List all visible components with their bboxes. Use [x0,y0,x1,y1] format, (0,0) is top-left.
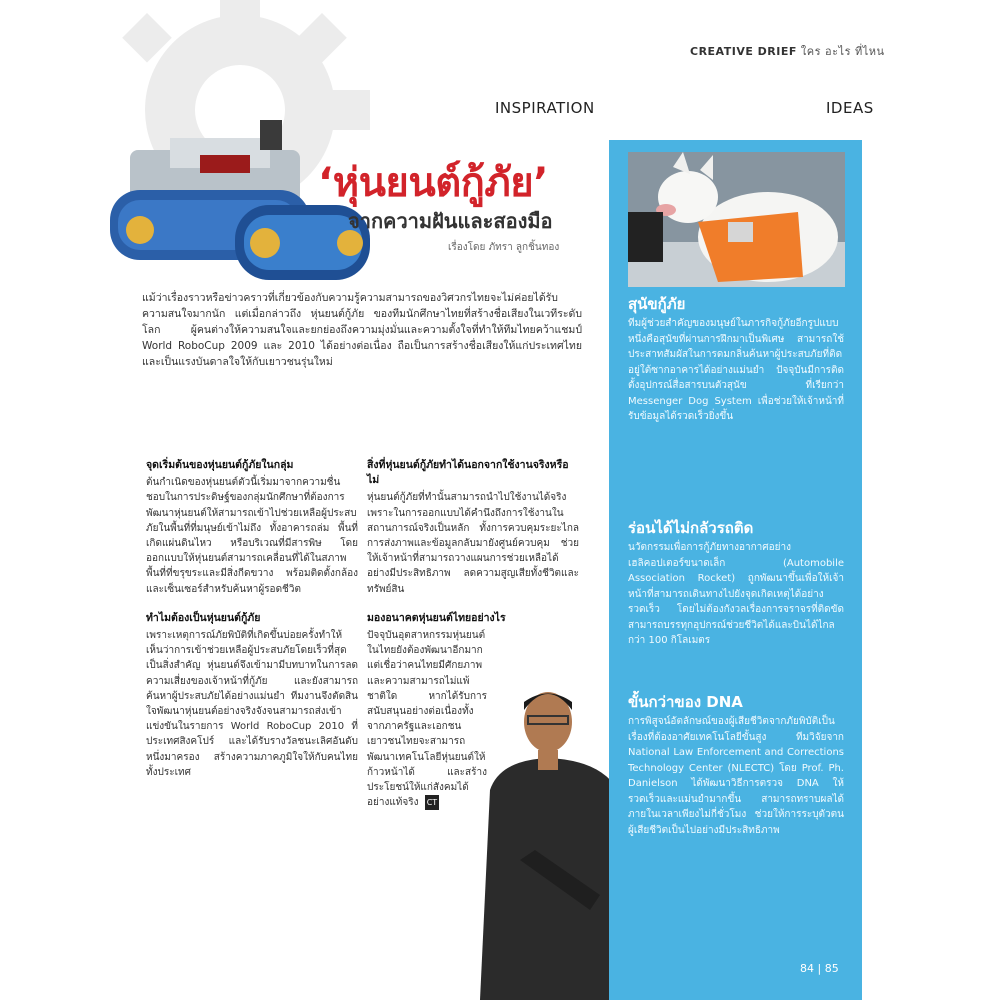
section-label-inspiration: INSPIRATION [495,99,595,117]
article-column-1 [146,458,358,794]
col2-paragraph-1: หุ่นยนต์กู้ภัยที่ทำนั้นสามารถนำไปใช้งานได้จริง เพราะในการออกแบบได้คำนึงถึงการใช้งานในสถานการณ์จริงเป็นหลัก ทั้งการควบคุมระยะไกล การส่งภาพและข้อมูลกลับมายังศูนย์ควบคุม ช่วยให้เจ้าหน้าที่สามารถวางแผนการช่วยเหลือได้อย่างมีประสิทธิภาพ ลดความสูญเสียทั้งชีวิตและทรัพย์สิน [367,492,579,595]
sidebar-title-glide: ร่อนได้ไม่กลัวรถติด [628,519,754,537]
creative-brief-label: CREATIVE DRIEF [690,45,797,58]
person-photo [480,680,630,1000]
sidebar-title-rescue-dog: สุนัขกู้ภัย [628,295,686,313]
sidebar-text-rescue-dog: ทีมผู้ช่วยสำคัญของมนุษย์ในภารกิจกู้ภัยอีกรูปแบบหนึ่งคือสุนัขที่ผ่านการฝึกมาเป็นพิเศษ สามารถใช้ประสาทสัมผัสในการดมกลิ่นค้นหาผู้ประสบภัยที่ติดอยู่ใต้ซากอาคารได้อย่างแม่นยำ ปัจจุบันมีการติดตั้งอุปกรณ์สื่อสารบนตัวสุนัข ที่เรียกว่า Messenger Dog System เพื่อช่วยให้เจ้าหน้าที่รับข้อมูลได้รวดเร็วยิ่งขึ้น [628,318,844,422]
rescue-dog-photo [628,152,845,287]
col2-paragraph-2-text: ปัจจุบันอุตสาหกรรมหุ่นยนต์ในไทยยังต้องพัฒนาอีกมาก แต่เชื่อว่าคนไทยมีศักยภาพและความสามารถไม่แพ้ชาติใด หากได้รับการสนับสนุนอย่างต่อเนื่องทั้งจากภาครัฐและเอกชน เยาวชนไทยจะสามารถพัฒนาเทคโนโลยีหุ่นยนต์ให้ก้าวหน้าได้ และสร้างประโยชน์ให้แก่สังคมได้อย่างแท้จริง [367,630,487,809]
article-byline: เรื่องโดย ภัทรา ลูกชิ้นทอง [448,242,560,253]
article-intro: แม้ว่าเรื่องราวหรือข่าวคราวที่เกี่ยวข้องกับความรู้ความสามารถของวิศวกรไทยจะไม่ค่อยได้รับความสนใจมากนัก แต่เมื่อกล่าวถึง หุ่นยนต์กู้ภัย ของทีมนักศึกษาไทยที่สร้างชื่อเสียงในเวทีระดับโลก ผู้คนต่างให้ความสนใจและยกย่องถึงความมุ่งมั่นและความตั้งใจที่ทำให้ทีมไทยคว้าแชมป์ World RoboCup 2009 และ 2010 ได้อย่างต่อเนื่อง ถือเป็นการสร้างชื่อเสียงให้แก่ประเทศไทยและเป็นแรงบันดาลใจให้กับเยาวชนรุ่นใหม่ [142,292,582,368]
col2-heading-2: มองอนาคตหุ่นยนต์ไทยอย่างไร [367,611,506,624]
section-label-ideas: IDEAS [826,99,874,117]
article-subtitle: จากความฝันและสองมือ [348,209,553,233]
article-title: ‘หุ่นยนต์กู้ภัย’ [318,160,548,206]
col2-paragraph-2 [367,628,487,810]
col1-heading-1: จุดเริ่มต้นของหุ่นยนต์กู้ภัยในกลุ่ม [146,459,294,471]
creative-brief-thai: ใคร อะไร ที่ไหน [800,45,885,58]
col1-paragraph-2: เพราะเหตุการณ์ภัยพิบัติที่เกิดขึ้นบ่อยครั้งทำให้เห็นว่าการเข้าช่วยเหลือผู้ประสบภัยโดยเร็วที่สุดเป็นสิ่งสำคัญ หุ่นยนต์จึงเข้ามามีบทบาทในการลดความเสี่ยงของเจ้าหน้าที่กู้ภัย และยังสามารถค้นหาผู้ประสบภัยได้อย่างแม่นยำ ทีมงานจึงตัดสินใจพัฒนาหุ่นยนต์อย่างจริงจังจนสามารถส่งเข้าแข่งขันในรายการ World RoboCup 2010 ที่ประเทศสิงคโปร์ และได้รับรางวัลชนะเลิศอันดับหนึ่งมาครอง สร้างความภาคภูมิใจให้กับคนไทยทั้งประเทศ [146,630,358,778]
col1-paragraph-1: ต้นกำเนิดของหุ่นยนต์ตัวนี้เริ่มมาจากความชื่นชอบในการประดิษฐ์ของกลุ่มนักศึกษาที่ต้องการพัฒนาหุ่นยนต์ให้สามารถเข้าไปช่วยเหลือผู้ประสบภัยในพื้นที่ที่มนุษย์เข้าไม่ถึง ทั้งอาคารถล่ม พื้นที่เกิดแผ่นดินไหว หรือบริเวณที่มีสารพิษ โดยออกแบบให้หุ่นยนต์สามารถเคลื่อนที่ได้ในสภาพพื้นที่ที่ขรุขระและมีสิ่งกีดขวาง พร้อมติดตั้งกล้องและเซ็นเซอร์สำหรับค้นหาผู้รอดชีวิต [146,477,358,595]
sidebar-title-dna: ขั้นกว่าของ DNA [628,693,743,711]
creative-brief-header [690,42,885,60]
col2-heading-1: สิ่งที่หุ่นยนต์กู้ภัยทำได้นอกจากใช้งานจริงหรือไม่ [367,459,569,487]
ct-end-badge: CT [425,795,439,810]
sidebar-text-dna: การพิสูจน์อัตลักษณ์ของผู้เสียชีวิตจากภัยพิบัติเป็นเรื่องที่ต้องอาศัยเทคโนโลยีขั้นสูง ทีมวิจัยจาก National Law Enforcement and Corrections Technology Center (NLECTC) โดย Prof. Ph. Danielson ได้พัฒนาวิธีการตรวจ DNA ให้รวดเร็วและแม่นยำมากขึ้น สามารถทราบผลได้ภายในเวลาเพียงไม่กี่ชั่วโมง ช่วยให้การระบุตัวตนผู้เสียชีวิตเป็นไปอย่างมีประสิทธิภาพ [628,716,844,836]
page-number: 84 | 85 [800,962,839,975]
col1-heading-2: ทำไมต้องเป็นหุ่นยนต์กู้ภัย [146,611,261,624]
sidebar-text-glide: นวัตกรรมเพื่อการกู้ภัยทางอากาศอย่าง เฮลิคอปเตอร์ขนาดเล็ก (Automobile Association Rocket) ถูกพัฒนาขึ้นเพื่อให้เจ้าหน้าที่สามารถเดินทางไปยังจุดเกิดเหตุได้อย่างรวดเร็ว โดยไม่ต้องกังวลเรื่องการจราจรที่ติดขัด สามารถบรรทุกอุปกรณ์ช่วยชีวิตได้และบินได้ไกลกว่า 100 กิโลเมตร [628,542,844,646]
